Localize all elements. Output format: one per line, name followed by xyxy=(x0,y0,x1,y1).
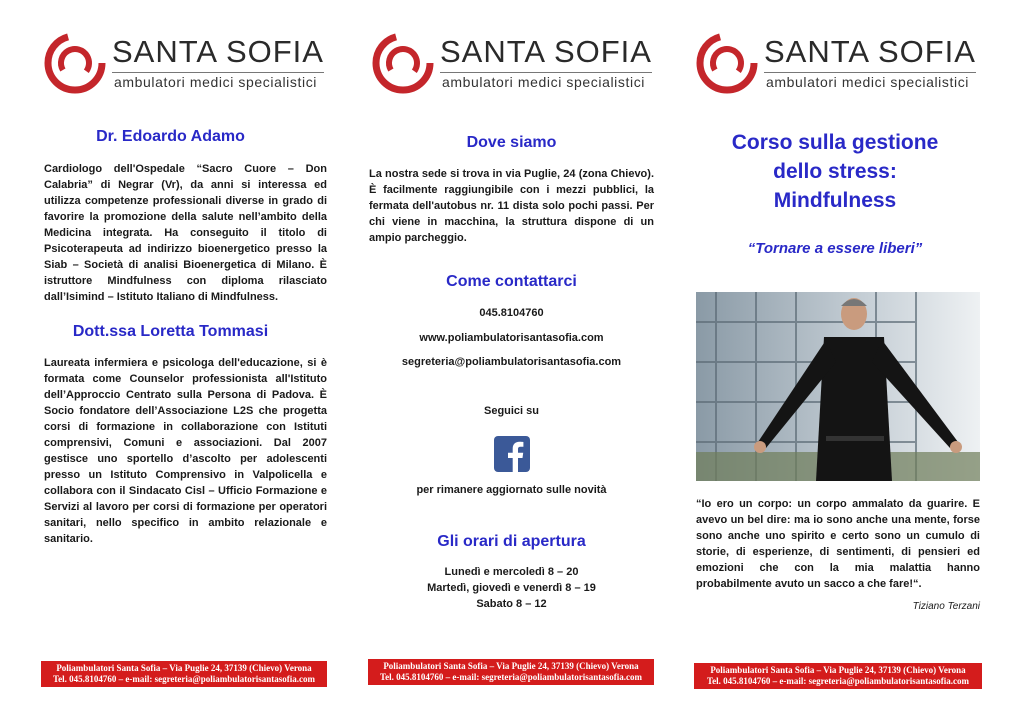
follow-label: Seguici su xyxy=(483,405,540,417)
course-title xyxy=(682,128,988,215)
brand-divider xyxy=(440,72,652,73)
contact-website-link[interactable]: www.poliambulatorisantasofia.com xyxy=(419,332,604,344)
footer-line-2: Tel. 045.8104760 – e-mail: segreteria@poliambulatorisantasofia.com xyxy=(706,676,970,686)
footer-address xyxy=(694,663,982,689)
brand-divider xyxy=(764,72,976,73)
brand-logo xyxy=(44,32,334,94)
brand-divider xyxy=(112,72,324,73)
contact-title: Come contattarci xyxy=(446,273,577,290)
hours-line: Lunedì e mercoledì 8 – 20 xyxy=(444,566,579,578)
brand-name: SANTA SOFIA xyxy=(440,34,652,69)
course-title-line-3: Mindfulness xyxy=(773,189,897,212)
footer-line-1: Poliambulatori Santa Sofia – Via Puglie 24, 37139 (Chievo) Verona xyxy=(710,665,966,675)
facebook-icon[interactable] xyxy=(494,436,530,472)
footer-line-1: Poliambulatori Santa Sofia – Via Puglie 24, 37139 (Chievo) Verona xyxy=(383,661,639,671)
footer-line-2: Tel. 045.8104760 – e-mail: segreteria@poliambulatorisantasofia.com xyxy=(52,674,316,684)
where-title: Dove siamo xyxy=(466,134,557,151)
doctor1-name: Dr. Edoardo Adamo xyxy=(96,128,245,145)
doctor1-bio: Cardiologo dell'Ospedale “Sacro Cuore – Don Calabria” di Negrar (Vr), da anni si interessa ed utilizza competenze professionali diverse in grado di favorire la promozione della salute nell’ambito della Medicina integrata. Ha conseguito il titolo di Psicoterapeuta ad indirizzo bioenergetico presso la Siab – Società di analisi Bioenergetica di Milano. È istruttore Mindfulness con diploma rilasciato dall’Isimind – Istituto Italiano di Mindfulness. xyxy=(44,163,327,303)
footer-address xyxy=(41,661,327,687)
brand-name: SANTA SOFIA xyxy=(112,34,324,69)
brand-tagline: ambulatori medici specialistici xyxy=(442,74,645,90)
panel-doctors xyxy=(0,0,341,724)
contact-email-link[interactable]: segreteria@poliambulatorisantasofia.com xyxy=(401,356,622,368)
brand-name: SANTA SOFIA xyxy=(764,34,976,69)
footer-line-1: Poliambulatori Santa Sofia – Via Puglie 24, 37139 (Chievo) Verona xyxy=(56,663,312,673)
course-title-line-1: Corso sulla gestione xyxy=(731,131,939,154)
facebook-f-icon xyxy=(494,436,530,472)
follow-note: per rimanere aggiornato sulle novità xyxy=(416,484,607,496)
footer-line-2: Tel. 045.8104760 – e-mail: segreteria@poliambulatorisantasofia.com xyxy=(379,672,643,682)
quote-text: “Io ero un corpo: un corpo ammalato da guarire. E avevo un bel dire: ma io sono anche una mente, forse sono anche uno spirito e certo sono un cumulo di storie, di esperienze, di sentimenti, di pensieri ed emozioni che con la mia malattia hanno probabilmente avuto un sacco a che fare!“. xyxy=(696,498,980,590)
doctor2-bio: Laureata infermiera e psicologa dell'educazione, si è formata come Counselor professionista all'Istituto dell’Approccio Centrato sulla Persona di Padova. È Socio fondatore dell’Associazione L2S che progetta corsi di formazione in collaborazione con Istituti comprensivi, Comuni e associazioni. Dal 2007 gestisce uno sportello d’ascolto per adolescenti presso un Istituto Comprensivo in Valpolicella e collabora con il Sindacato Cisl – Ufficio Formazione e Servizi al lavoro per corsi di formazione per operatori sanitari, nello specifico in ambito relazionale e sanitario. xyxy=(44,357,327,545)
footer-address xyxy=(368,659,654,685)
logo-swirl-icon xyxy=(696,32,760,94)
panel-info xyxy=(341,0,682,724)
course-subtitle: “Tornare a essere liberi” xyxy=(747,240,923,257)
hours-line: Martedì, giovedì e venerdì 8 – 19 xyxy=(427,582,596,594)
hours-title: Gli orari di apertura xyxy=(437,533,586,550)
logo-swirl-icon xyxy=(44,32,108,94)
brand-logo xyxy=(372,32,662,94)
brand-logo xyxy=(696,32,986,94)
quote-author: Tiziano Terzani xyxy=(912,601,980,612)
brand-tagline: ambulatori medici specialistici xyxy=(114,74,317,90)
course-photo xyxy=(696,292,980,481)
course-title-line-2: dello stress: xyxy=(773,160,897,183)
man-building-photo xyxy=(696,292,980,481)
contact-phone[interactable]: 045.8104760 xyxy=(479,307,544,319)
where-text: La nostra sede si trova in via Puglie, 24 (zona Chievo). È facilmente raggiungibile con i mezzi pubblici, la fermata dell'autobus nr. 11 dista solo pochi passi. Per chi viene in macchina, la struttura dispone di un ampio parcheggio. xyxy=(369,168,654,244)
logo-swirl-icon xyxy=(372,32,436,94)
hours-line: Sabato 8 – 12 xyxy=(476,598,547,610)
doctor2-name: Dott.ssa Loretta Tommasi xyxy=(72,323,269,340)
brand-tagline: ambulatori medici specialistici xyxy=(766,74,969,90)
